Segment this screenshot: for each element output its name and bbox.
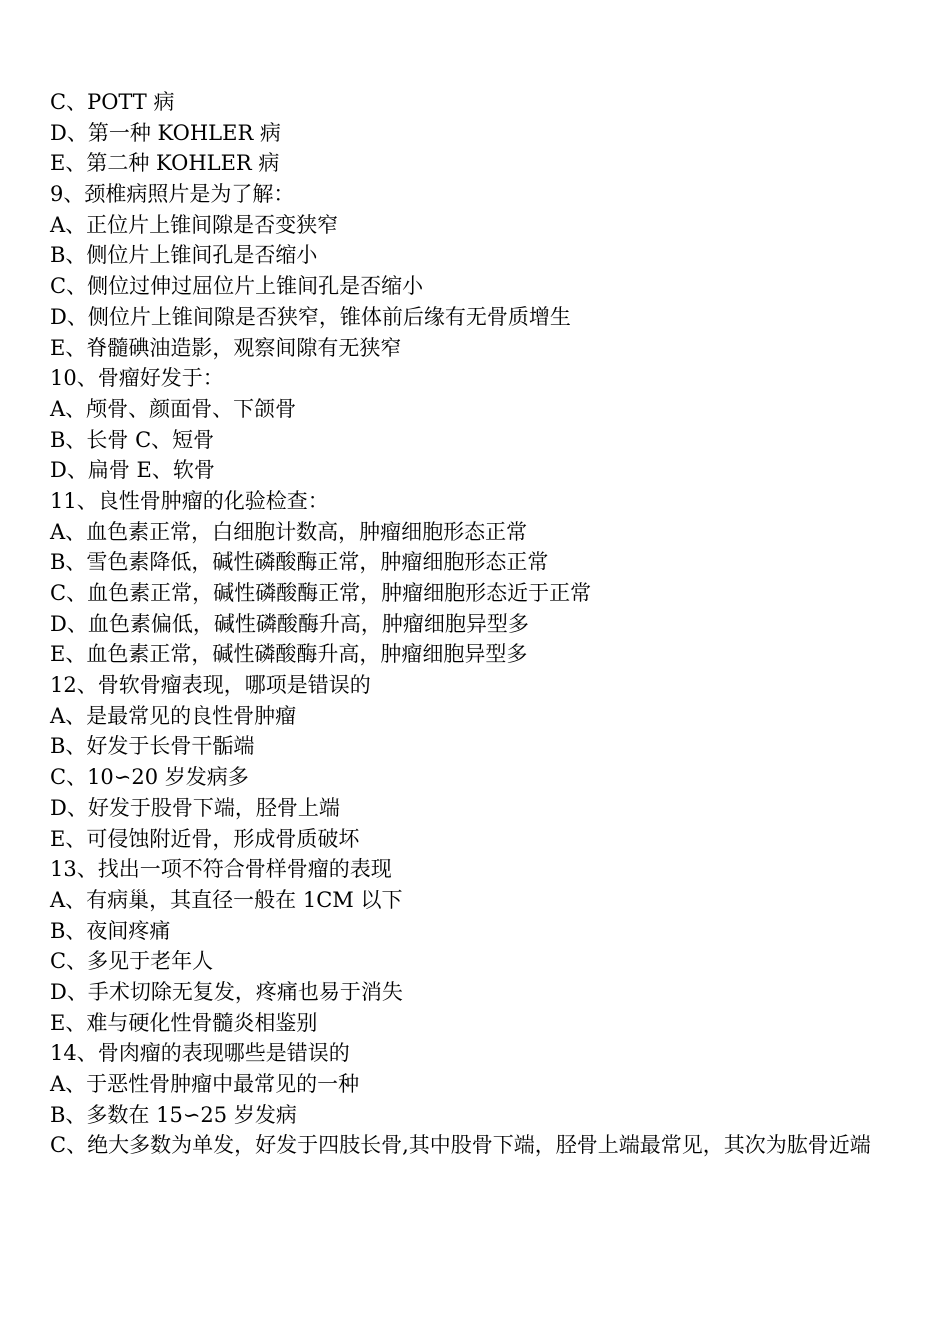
option-line: A、颅骨、颜面骨、下颌骨: [50, 396, 297, 421]
question-line: 10、骨瘤好发于：: [50, 366, 224, 391]
option-line: A、正位片上锥间隙是否变狭窄: [50, 212, 339, 237]
option-line: B、侧位片上锥间孔是否缩小: [50, 243, 318, 268]
question-line: 9、颈椎病照片是为了解：: [50, 182, 295, 207]
option-line: E、血色素正常，碱性磷酸酶升高，肿瘤细胞异型多: [50, 642, 528, 667]
option-line: C、POTT 病: [50, 90, 175, 114]
option-line: A、有病巢，其直径一般在 1CM 以下: [50, 887, 403, 912]
option-line: B、长骨 C、短骨: [50, 427, 215, 452]
option-line: D、血色素偏低，碱性磷酸酶升高，肿瘤细胞异型多: [50, 611, 529, 636]
question-line: 13、找出一项不符合骨样骨瘤的表现: [50, 857, 392, 882]
question-line: 11、良性骨肿瘤的化验检查：: [50, 488, 329, 513]
option-line: A、于恶性骨肿瘤中最常见的一种: [50, 1072, 360, 1096]
option-line: B、多数在 15∽25 岁发病: [50, 1102, 297, 1127]
option-line: A、是最常见的良性骨肿瘤: [50, 703, 297, 728]
option-line: B、雪色素降低，碱性磷酸酶正常，肿瘤细胞形态正常: [50, 550, 549, 575]
option-line: C、血色素正常，碱性磷酸酶正常，肿瘤细胞形态近于正常: [50, 581, 592, 605]
question-line: 14、骨肉瘤的表现哪些是错误的: [50, 1041, 350, 1066]
option-line: E、可侵蚀附近骨，形成骨质破坏: [50, 826, 360, 851]
option-line: C、侧位过伸过屈位片上锥间孔是否缩小: [50, 274, 424, 299]
option-line: D、扁骨 E、软骨: [50, 458, 215, 483]
option-line: B、夜间疼痛: [50, 918, 171, 943]
option-line: C、多见于老年人: [50, 949, 214, 974]
option-line: E、脊髓碘油造影，观察间隙有无狭窄: [50, 335, 402, 360]
option-line: A、血色素正常，白细胞计数高，肿瘤细胞形态正常: [50, 519, 528, 544]
option-line: C、绝大多数为单发，好发于四肢长骨,其中股骨下端，胫骨上端最常见，其次为肱骨近端: [50, 1133, 871, 1158]
option-line: D、好发于股骨下端，胫骨上端: [50, 795, 340, 820]
option-line: D、侧位片上锥间隙是否狭窄，锥体前后缘有无骨质增生: [50, 304, 571, 329]
option-line: E、第二种 KOHLER 病: [50, 151, 280, 176]
option-line: D、第一种 KOHLER 病: [50, 120, 281, 145]
option-line: C、10∽20 岁发病多: [50, 765, 249, 790]
question-text: [50, 87, 890, 1161]
option-line: E、难与硬化性骨髓炎相鉴别: [50, 1010, 318, 1035]
option-line: B、好发于长骨干骺端: [50, 734, 255, 759]
option-line: D、手术切除无复发，疼痛也易于消失: [50, 979, 403, 1004]
question-line: 12、骨软骨瘤表现，哪项是错误的: [50, 673, 371, 698]
